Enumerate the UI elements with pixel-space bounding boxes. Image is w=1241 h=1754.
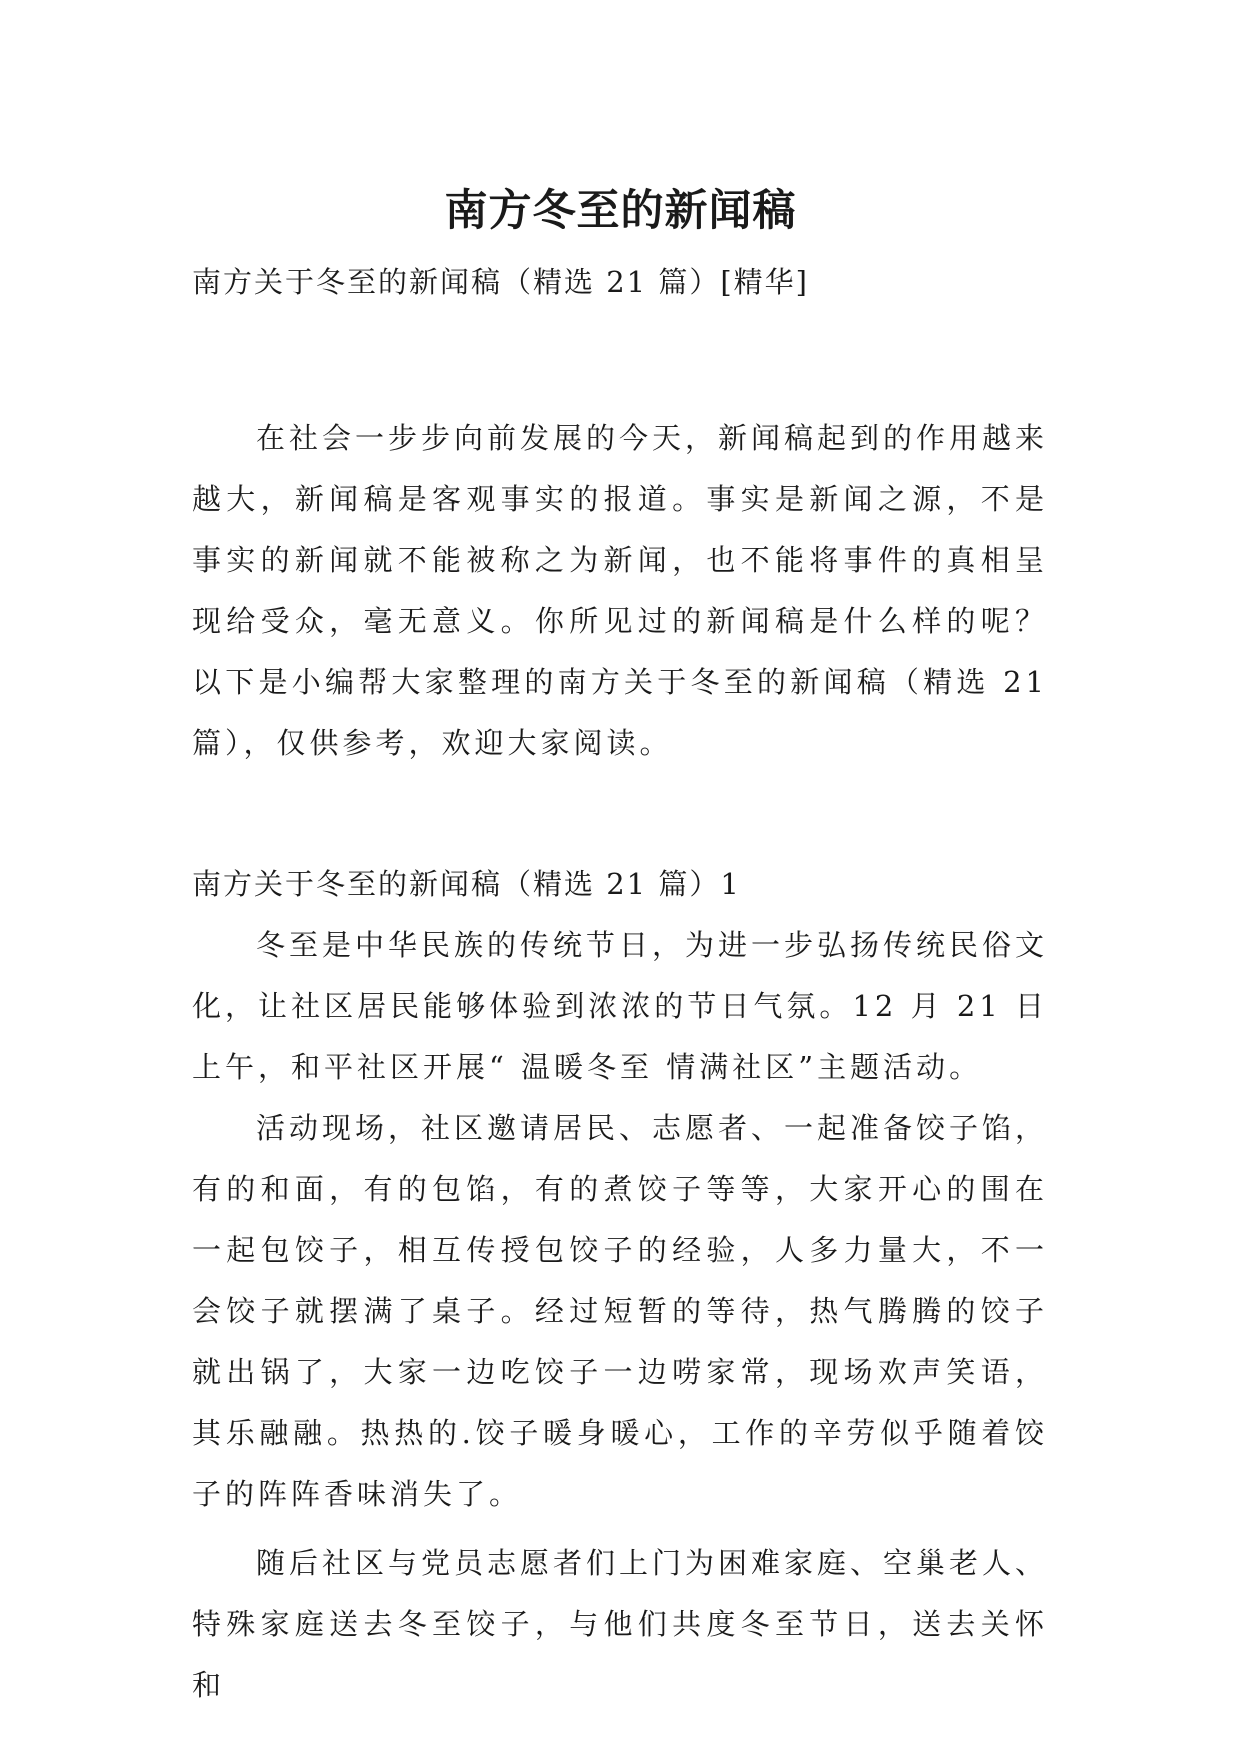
body-paragraph: 冬至是中华民族的传统节日，为进一步弘扬传统民俗文化，让社区居民能够体验到浓浓的节日气氛。12 月 21 日上午，和平社区开展“ 温暖冬至 情满社区”主题活动。 <box>192 928 1049 1084</box>
section-spacer <box>192 774 1048 854</box>
intro-paragraph: 在社会一步步向前发展的今天，新闻稿起到的作用越来越大，新闻稿是客观事实的报道。事实是新闻之源，不是事实的新闻就不能被称之为新闻，也不能将事件的真相呈现给受众，毫无意义。你所见过的新闻稿是什么样的呢？以下是小编帮大家整理的南方关于冬至的新闻稿（精选 21 篇），仅供参考，欢迎大家阅读。 <box>192 421 1049 760</box>
document-body <box>192 408 1048 1716</box>
document-subtitle: 南方关于冬至的新闻稿（精选 21 篇）[精华] <box>192 265 809 299</box>
section-heading: 南方关于冬至的新闻稿（精选 21 篇）1 <box>192 867 741 901</box>
body-paragraph: 活动现场，社区邀请居民、志愿者、一起准备饺子馅，有的和面，有的包馅，有的煮饺子等等，大家开心的围在一起包饺子，相互传授包饺子的经验，人多力量大，不一会饺子就摆满了桌子。经过短暂的等待，热气腾腾的饺子就出锅了，大家一边吃饺子一边唠家常，现场欢声笑语，其乐融融。热热的.饺子暖身暖心，工作的辛劳似乎随着饺子的阵阵香味消失了。 <box>192 1111 1049 1511</box>
document-title: 南方冬至的新闻稿 <box>444 185 797 236</box>
body-paragraph: 随后社区与党员志愿者们上门为困难家庭、空巢老人、特殊家庭送去冬至饺子，与他们共度冬至节日，送去关怀和 <box>192 1546 1049 1702</box>
